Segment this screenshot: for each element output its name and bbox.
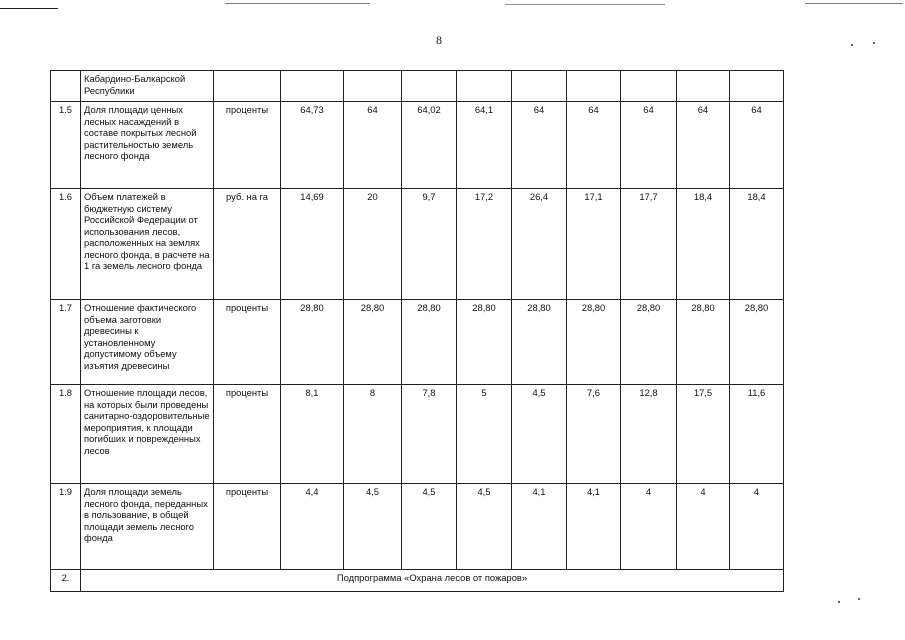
value-cell: 64 <box>567 102 621 189</box>
unit-cell: проценты <box>214 300 281 385</box>
value-cell: 17,7 <box>621 189 677 300</box>
value-cell <box>402 71 457 102</box>
table-row <box>51 385 784 484</box>
value-cell: 7,6 <box>567 385 621 484</box>
value-cell <box>730 71 784 102</box>
value-cell: 4 <box>730 484 784 570</box>
value-cell: 11,6 <box>730 385 784 484</box>
value-cell: 28,80 <box>344 300 402 385</box>
indicator-name: Отношение площади лесов, на которых были проведены санитарно-оздоровительные мероприятия, к площади погибших и поврежденных лесов <box>81 385 214 484</box>
scan-mark <box>805 3 903 4</box>
row-number: 1.6 <box>51 189 81 300</box>
row-number <box>51 71 81 102</box>
value-cell: 12,8 <box>621 385 677 484</box>
value-cell: 8 <box>344 385 402 484</box>
value-cell: 28,80 <box>281 300 344 385</box>
indicator-name: Доля площади земель лесного фонда, переданных в пользование, в общей площади земель лесного фонда <box>81 484 214 570</box>
value-cell: 64 <box>621 102 677 189</box>
unit-cell: руб. на га <box>214 189 281 300</box>
value-cell: 8,1 <box>281 385 344 484</box>
scan-speck <box>851 44 853 46</box>
page-number: 8 <box>436 33 442 47</box>
table-row <box>51 71 784 102</box>
value-cell <box>512 71 567 102</box>
value-cell: 64,73 <box>281 102 344 189</box>
unit-cell: проценты <box>214 484 281 570</box>
value-cell: 4 <box>621 484 677 570</box>
indicator-name: Доля площади ценных лесных насаждений в составе покрытых лесной растительностью земель лесного фонда <box>81 102 214 189</box>
value-cell: 64 <box>677 102 730 189</box>
value-cell: 26,4 <box>512 189 567 300</box>
value-cell: 28,80 <box>402 300 457 385</box>
row-number: 1.8 <box>51 385 81 484</box>
section-title: Подпрограмма «Охрана лесов от пожаров» <box>81 570 784 592</box>
value-cell: 28,80 <box>677 300 730 385</box>
table-row <box>51 300 784 385</box>
value-cell: 4,5 <box>512 385 567 484</box>
table-row <box>51 484 784 570</box>
value-cell: 4,5 <box>402 484 457 570</box>
value-cell: 64,02 <box>402 102 457 189</box>
value-cell: 4,4 <box>281 484 344 570</box>
unit-cell <box>214 71 281 102</box>
scan-speck <box>858 598 860 600</box>
value-cell: 17,2 <box>457 189 512 300</box>
unit-cell: проценты <box>214 102 281 189</box>
value-cell: 64,1 <box>457 102 512 189</box>
indicator-name: Объем платежей в бюджетную систему Российской Федерации от использования лесов, расположенных на землях лесного фонда, в расчете на 1 га земель лесного фонда <box>81 189 214 300</box>
value-cell: 64 <box>344 102 402 189</box>
scan-speck <box>873 42 875 44</box>
value-cell: 4 <box>677 484 730 570</box>
value-cell: 17,5 <box>677 385 730 484</box>
indicator-name: Отношение фактического объема заготовки древесины к установленному допустимому объему изъятия древесины <box>81 300 214 385</box>
row-number: 1.5 <box>51 102 81 189</box>
indicator-name: Кабардино-Балкарской Республики <box>81 71 214 102</box>
value-cell: 28,80 <box>457 300 512 385</box>
value-cell: 14,69 <box>281 189 344 300</box>
indicators-table <box>50 70 784 592</box>
value-cell: 64 <box>730 102 784 189</box>
row-number: 1.7 <box>51 300 81 385</box>
value-cell: 4,1 <box>567 484 621 570</box>
unit-cell: проценты <box>214 385 281 484</box>
value-cell: 4,1 <box>512 484 567 570</box>
scan-mark <box>0 8 58 9</box>
scan-speck <box>838 601 840 603</box>
value-cell: 17,1 <box>567 189 621 300</box>
scan-mark <box>505 4 665 5</box>
value-cell: 9,7 <box>402 189 457 300</box>
table-row <box>51 570 784 592</box>
value-cell: 7,8 <box>402 385 457 484</box>
value-cell: 5 <box>457 385 512 484</box>
value-cell: 18,4 <box>730 189 784 300</box>
value-cell: 18,4 <box>677 189 730 300</box>
scan-mark <box>225 3 370 4</box>
value-cell: 28,80 <box>730 300 784 385</box>
value-cell: 28,80 <box>621 300 677 385</box>
value-cell <box>677 71 730 102</box>
table-row <box>51 189 784 300</box>
row-number: 1.9 <box>51 484 81 570</box>
value-cell: 64 <box>512 102 567 189</box>
value-cell: 28,80 <box>512 300 567 385</box>
value-cell <box>621 71 677 102</box>
table-row <box>51 102 784 189</box>
value-cell: 4,5 <box>344 484 402 570</box>
section-number: 2. <box>51 570 81 592</box>
value-cell: 20 <box>344 189 402 300</box>
value-cell <box>344 71 402 102</box>
value-cell: 4,5 <box>457 484 512 570</box>
value-cell <box>457 71 512 102</box>
value-cell <box>567 71 621 102</box>
value-cell <box>281 71 344 102</box>
value-cell: 28,80 <box>567 300 621 385</box>
